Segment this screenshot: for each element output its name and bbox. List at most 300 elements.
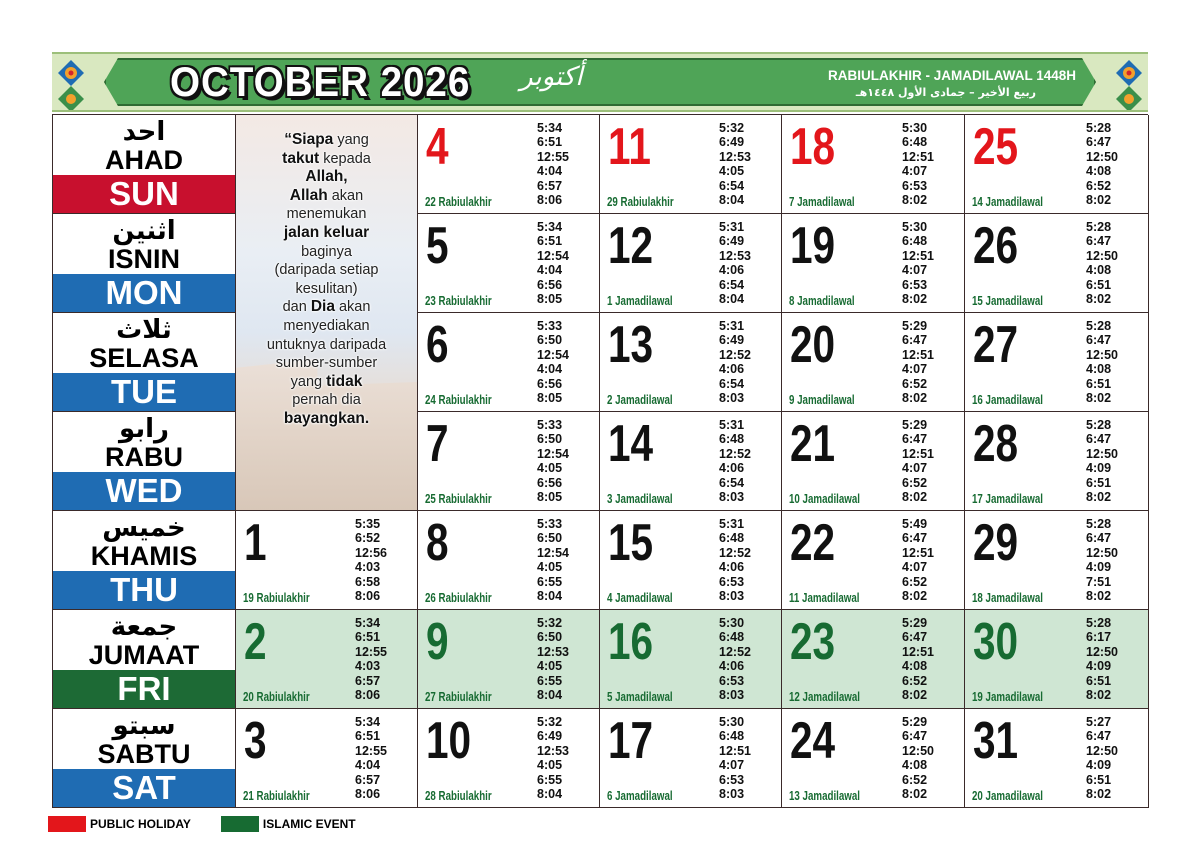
- prayer-times: [719, 121, 751, 207]
- prayer-times: [719, 517, 751, 603]
- hijri-date: 4 Jamadilawal: [607, 591, 673, 605]
- day-cell[interactable]: [965, 313, 1149, 412]
- prayer-time: 8:02: [902, 589, 928, 604]
- prayer-time: 8:06: [537, 193, 563, 208]
- prayer-time: 5:30: [719, 715, 745, 729]
- prayer-time: 4:06: [719, 263, 745, 278]
- prayer-time: 6:49: [537, 729, 563, 744]
- prayer-time: 4:05: [537, 758, 563, 773]
- day-number: 28: [973, 415, 1019, 473]
- hijri-date: 25 Rabiulakhir: [425, 492, 492, 506]
- prayer-time: 12:50: [1086, 248, 1118, 263]
- prayer-time: 4:08: [902, 659, 928, 674]
- prayer-time: 4:05: [719, 164, 745, 179]
- prayer-time: 4:09: [1086, 659, 1112, 674]
- prayer-time: 6:56: [537, 376, 563, 391]
- prayer-time: 6:57: [355, 673, 381, 688]
- quote-fragment: menyediakan: [283, 317, 370, 334]
- weekday-english: TUE: [53, 373, 235, 411]
- quote-fragment: dan: [282, 299, 311, 316]
- prayer-time: 8:02: [1086, 292, 1112, 307]
- day-number: 27: [973, 316, 1019, 374]
- prayer-time: 5:32: [537, 616, 563, 630]
- prayer-time: 4:07: [902, 164, 928, 179]
- quote-fragment: menemukan: [286, 206, 367, 223]
- prayer-time: 12:51: [902, 545, 934, 560]
- prayer-time: 6:47: [1086, 234, 1112, 249]
- calendar-header: [52, 52, 1148, 112]
- calendar-grid: [52, 114, 1148, 808]
- quote-fragment: baginya: [301, 243, 352, 260]
- day-cell[interactable]: [965, 214, 1149, 313]
- quote-fragment: pernah dia: [292, 392, 361, 409]
- quote-fragment: tidak: [326, 372, 363, 390]
- hijri-date: 28 Rabiulakhir: [425, 789, 492, 803]
- prayer-times: [537, 121, 569, 207]
- prayer-time: 6:55: [537, 673, 563, 688]
- prayer-times: [902, 616, 934, 702]
- prayer-time: 8:06: [355, 688, 381, 703]
- prayer-time: 4:04: [537, 263, 563, 278]
- weekday-arabic: سبتو: [112, 711, 176, 741]
- weekday-label-sun: [53, 115, 236, 214]
- prayer-time: 6:48: [902, 135, 928, 150]
- prayer-times: [719, 715, 751, 801]
- prayer-time: 8:03: [719, 688, 745, 703]
- weekday-arabic: خميس: [102, 513, 186, 543]
- prayer-time: 4:05: [537, 659, 563, 674]
- weekday-english: WED: [53, 472, 235, 510]
- day-number: 11: [608, 118, 651, 176]
- prayer-time: 6:51: [1086, 772, 1112, 787]
- prayer-time: 6:47: [1086, 531, 1112, 546]
- prayer-times: [537, 715, 569, 801]
- hijri-date: 3 Jamadilawal: [607, 492, 673, 506]
- prayer-time: 8:02: [902, 490, 928, 505]
- prayer-time: 8:04: [719, 292, 745, 307]
- prayer-time: 6:51: [355, 729, 381, 744]
- day-cell[interactable]: [600, 610, 782, 709]
- prayer-time: 5:31: [719, 418, 745, 432]
- prayer-time: 12:53: [719, 149, 751, 164]
- hijri-date: 19 Rabiulakhir: [243, 591, 310, 605]
- day-number: 10: [426, 712, 472, 770]
- prayer-time: 5:29: [902, 418, 928, 432]
- hijri-date: 29 Rabiulakhir: [607, 195, 674, 209]
- day-cell[interactable]: [418, 610, 600, 709]
- prayer-time: 5:28: [1086, 220, 1112, 234]
- prayer-time: 5:27: [1086, 715, 1112, 729]
- prayer-time: 5:28: [1086, 616, 1112, 630]
- hijri-date: 23 Rabiulakhir: [425, 294, 492, 308]
- quote-fragment: Dia: [310, 298, 335, 316]
- prayer-time: 12:50: [1086, 149, 1118, 164]
- prayer-time: 4:06: [719, 659, 745, 674]
- prayer-time: 12:50: [1086, 446, 1118, 461]
- prayer-time: 12:53: [537, 644, 569, 659]
- prayer-time: 8:02: [1086, 688, 1112, 703]
- weekday-label-wed: [53, 412, 236, 511]
- prayer-times: [1086, 616, 1118, 702]
- prayer-time: 5:28: [1086, 319, 1112, 333]
- prayer-time: 5:33: [537, 517, 563, 531]
- prayer-time: 5:30: [902, 121, 928, 135]
- prayer-time: 6:52: [902, 475, 928, 490]
- quote-fragment: sumber-sumber: [275, 355, 378, 372]
- day-cell[interactable]: [600, 214, 782, 313]
- prayer-time: 8:04: [537, 787, 563, 802]
- prayer-time: 6:52: [902, 673, 928, 688]
- day-cell[interactable]: [782, 610, 965, 709]
- prayer-time: 12:51: [719, 743, 751, 758]
- prayer-time: 6:50: [537, 531, 563, 546]
- prayer-time: 8:02: [1086, 193, 1112, 208]
- prayer-time: 8:02: [902, 292, 928, 307]
- weekday-label-thu: [53, 511, 236, 610]
- hijri-date: 14 Jamadilawal: [972, 195, 1044, 209]
- quote-fragment: Allah: [289, 186, 328, 204]
- day-number: 4: [426, 118, 449, 176]
- prayer-times: [1086, 418, 1118, 504]
- prayer-time: 8:04: [719, 193, 745, 208]
- day-cell[interactable]: [418, 709, 600, 808]
- prayer-time: 12:52: [719, 446, 751, 461]
- day-cell[interactable]: [236, 511, 418, 610]
- day-number: 6: [426, 316, 449, 374]
- weekday-malay: SELASA: [89, 343, 199, 373]
- day-cell[interactable]: [418, 115, 600, 214]
- prayer-time: 4:07: [902, 362, 928, 377]
- prayer-time: 5:35: [355, 517, 381, 531]
- prayer-time: 6:53: [719, 673, 745, 688]
- day-cell[interactable]: [965, 709, 1149, 808]
- prayer-time: 6:51: [537, 234, 563, 249]
- prayer-time: 12:55: [537, 149, 569, 164]
- prayer-times: [902, 319, 934, 405]
- day-cell[interactable]: [965, 115, 1149, 214]
- prayer-time: 6:50: [537, 630, 563, 645]
- day-cell[interactable]: [236, 610, 418, 709]
- prayer-time: 4:07: [902, 461, 928, 476]
- day-cell[interactable]: [418, 511, 600, 610]
- prayer-time: 6:47: [1086, 333, 1112, 348]
- day-cell[interactable]: [600, 511, 782, 610]
- prayer-time: 5:28: [1086, 418, 1112, 432]
- prayer-times: [719, 616, 751, 702]
- prayer-time: 5:28: [1086, 517, 1112, 531]
- hijri-date: 21 Rabiulakhir: [243, 789, 310, 803]
- hijri-months-arabic: ربيع الأخير – جمادى الأول ١٤٤٨هـ: [855, 86, 1036, 99]
- prayer-time: 6:54: [719, 178, 745, 193]
- day-cell[interactable]: [782, 313, 965, 412]
- prayer-time: 4:05: [537, 461, 563, 476]
- prayer-time: 8:04: [537, 688, 563, 703]
- prayer-time: 5:49: [902, 517, 928, 531]
- prayer-time: 5:29: [902, 319, 928, 333]
- hijri-date: 20 Rabiulakhir: [243, 690, 310, 704]
- prayer-time: 12:50: [1086, 644, 1118, 659]
- day-cell[interactable]: [418, 412, 600, 511]
- prayer-times: [537, 319, 569, 405]
- prayer-time: 6:47: [902, 630, 928, 645]
- prayer-time: 12:54: [537, 248, 569, 263]
- prayer-time: 8:06: [355, 589, 381, 604]
- prayer-time: 4:06: [719, 362, 745, 377]
- prayer-time: 4:08: [1086, 362, 1112, 377]
- prayer-time: 4:07: [902, 560, 928, 575]
- prayer-time: 6:56: [537, 475, 563, 490]
- day-number: 15: [608, 514, 654, 572]
- prayer-time: 5:31: [719, 220, 745, 234]
- day-number: 7: [426, 415, 449, 473]
- prayer-time: 8:03: [719, 391, 745, 406]
- prayer-time: 6:51: [1086, 376, 1112, 391]
- day-cell[interactable]: [965, 511, 1149, 610]
- prayer-time: 5:31: [719, 517, 745, 531]
- prayer-time: 4:08: [1086, 263, 1112, 278]
- hijri-months-latin: RABIULAKHIR - JAMADILAWAL 1448H: [827, 68, 1076, 83]
- prayer-time: 6:51: [537, 135, 563, 150]
- prayer-time: 8:02: [902, 688, 928, 703]
- prayer-time: 4:09: [1086, 758, 1112, 773]
- prayer-time: 12:52: [719, 644, 751, 659]
- weekday-label-tue: [53, 313, 236, 412]
- prayer-time: 5:33: [537, 418, 563, 432]
- prayer-times: [1086, 319, 1118, 405]
- weekday-malay: SABTU: [97, 739, 191, 769]
- day-cell[interactable]: [600, 313, 782, 412]
- prayer-time: 8:02: [1086, 787, 1112, 802]
- prayer-time: 6:52: [902, 376, 928, 391]
- weekday-arabic: رابو: [119, 414, 169, 444]
- hijri-date: 11 Jamadilawal: [789, 591, 860, 605]
- weekday-english: FRI: [53, 670, 235, 708]
- day-cell[interactable]: [782, 214, 965, 313]
- prayer-times: [902, 517, 934, 603]
- prayer-time: 6:57: [537, 178, 563, 193]
- prayer-times: [902, 418, 934, 504]
- ornament-icon: [54, 56, 88, 110]
- prayer-time: 6:51: [1086, 673, 1112, 688]
- prayer-time: 8:02: [902, 391, 928, 406]
- legend-public-holiday: PUBLIC HOLIDAY: [90, 817, 191, 831]
- legend-islamic-event: ISLAMIC EVENT: [262, 817, 356, 831]
- hijri-date: 7 Jamadilawal: [789, 195, 855, 209]
- hijri-date: 1 Jamadilawal: [607, 294, 673, 308]
- prayer-time: 6:55: [537, 772, 563, 787]
- islamic-event-swatch: [221, 816, 259, 832]
- weekday-english: SAT: [53, 769, 235, 807]
- weekday-label-sat: [53, 709, 236, 808]
- hijri-date: 13 Jamadilawal: [789, 789, 861, 803]
- hijri-date: 2 Jamadilawal: [607, 393, 673, 407]
- day-cell[interactable]: [965, 610, 1149, 709]
- weekday-malay: RABU: [105, 442, 183, 472]
- quote-fragment: “Siapa: [284, 131, 334, 148]
- prayer-time: 6:57: [355, 772, 381, 787]
- day-cell[interactable]: [782, 511, 965, 610]
- weekday-label-mon: [53, 214, 236, 313]
- prayer-time: 5:34: [537, 220, 563, 234]
- quote-fragment: akan: [334, 299, 371, 316]
- weekday-arabic: جمعة: [110, 612, 178, 642]
- prayer-time: 8:04: [537, 589, 563, 604]
- prayer-times: [1086, 121, 1118, 207]
- prayer-time: 6:54: [719, 475, 745, 490]
- day-number: 18: [790, 118, 836, 176]
- day-number: 30: [973, 613, 1019, 671]
- day-number: 12: [608, 217, 654, 275]
- prayer-time: 4:09: [1086, 461, 1112, 476]
- prayer-time: 8:03: [719, 589, 745, 604]
- public-holiday-swatch: [48, 816, 86, 832]
- prayer-time: 6:47: [902, 432, 928, 447]
- prayer-time: 5:32: [537, 715, 563, 729]
- day-number: 24: [790, 712, 836, 770]
- day-cell[interactable]: [600, 412, 782, 511]
- prayer-time: 8:03: [719, 787, 745, 802]
- ornament-icon: [1112, 56, 1146, 110]
- day-cell[interactable]: [782, 412, 965, 511]
- hijri-date: 18 Jamadilawal: [972, 591, 1044, 605]
- hijri-date: 22 Rabiulakhir: [425, 195, 492, 209]
- prayer-time: 12:54: [537, 545, 569, 560]
- hijri-date: 8 Jamadilawal: [789, 294, 855, 308]
- prayer-time: 4:05: [537, 560, 563, 575]
- prayer-time: 5:28: [1086, 121, 1112, 135]
- prayer-time: 5:29: [902, 616, 928, 630]
- prayer-time: 8:05: [537, 391, 563, 406]
- prayer-time: 12:55: [355, 644, 387, 659]
- prayer-time: 5:34: [537, 121, 563, 135]
- prayer-time: 12:51: [902, 149, 934, 164]
- quote-fragment: Allah,: [305, 168, 348, 186]
- prayer-time: 12:53: [719, 248, 751, 263]
- weekday-english: THU: [53, 571, 235, 609]
- day-number: 23: [790, 613, 836, 671]
- prayer-time: 12:51: [902, 347, 934, 362]
- prayer-time: 6:54: [719, 376, 745, 391]
- prayer-time: 6:47: [902, 729, 928, 744]
- prayer-time: 6:47: [902, 333, 928, 348]
- hijri-date: 24 Rabiulakhir: [425, 393, 492, 407]
- day-cell[interactable]: [418, 214, 600, 313]
- prayer-time: 12:52: [719, 347, 751, 362]
- prayer-time: 8:02: [902, 787, 928, 802]
- quote-fragment: (daripada setiap: [274, 262, 379, 279]
- prayer-times: [537, 418, 569, 504]
- day-number: 26: [973, 217, 1019, 275]
- prayer-time: 6:53: [719, 574, 745, 589]
- prayer-times: [902, 715, 934, 801]
- prayer-time: 6:48: [902, 234, 928, 249]
- quote-fragment: kesulitan): [295, 280, 358, 297]
- weekday-label-fri: [53, 610, 236, 709]
- legend: [48, 816, 356, 832]
- prayer-time: 6:56: [537, 277, 563, 292]
- day-number: 21: [790, 415, 836, 473]
- prayer-time: 4:07: [719, 758, 745, 773]
- prayer-times: [719, 319, 751, 405]
- quote-fragment: jalan keluar: [283, 223, 370, 241]
- day-number: 1: [244, 514, 267, 572]
- day-number: 19: [790, 217, 836, 275]
- quote-fragment: untuknya daripada: [266, 336, 387, 353]
- prayer-time: 8:02: [1086, 490, 1112, 505]
- prayer-times: [355, 715, 387, 801]
- prayer-time: 12:50: [902, 743, 934, 758]
- prayer-time: 12:52: [719, 545, 751, 560]
- prayer-time: 4:08: [1086, 164, 1112, 179]
- hijri-date: 16 Jamadilawal: [972, 393, 1044, 407]
- hijri-date: 5 Jamadilawal: [607, 690, 673, 704]
- day-number: 25: [973, 118, 1019, 176]
- day-cell[interactable]: [236, 709, 418, 808]
- prayer-time: 6:17: [1086, 630, 1112, 645]
- day-cell[interactable]: [965, 412, 1149, 511]
- prayer-times: [902, 220, 934, 306]
- prayer-time: 6:49: [719, 333, 745, 348]
- prayer-time: 5:31: [719, 319, 745, 333]
- hijri-date: 12 Jamadilawal: [789, 690, 861, 704]
- prayer-time: 6:51: [1086, 277, 1112, 292]
- day-number: 5: [426, 217, 449, 275]
- day-cell[interactable]: [600, 709, 782, 808]
- prayer-time: 6:53: [902, 277, 928, 292]
- weekday-malay: JUMAAT: [88, 640, 200, 670]
- prayer-time: 6:53: [719, 772, 745, 787]
- prayer-time: 6:49: [719, 234, 745, 249]
- prayer-time: 6:54: [719, 277, 745, 292]
- prayer-time: 6:47: [1086, 729, 1112, 744]
- quote-fragment: kepada: [319, 150, 371, 167]
- prayer-times: [719, 418, 751, 504]
- prayer-times: [537, 517, 569, 603]
- day-cell[interactable]: [600, 115, 782, 214]
- prayer-time: 6:53: [902, 178, 928, 193]
- prayer-time: 4:08: [902, 758, 928, 773]
- day-cell[interactable]: [782, 709, 965, 808]
- month-title: OCTOBER 2026: [170, 58, 471, 105]
- weekday-malay: AHAD: [105, 145, 183, 175]
- day-number: 9: [426, 613, 449, 671]
- hijri-date: 26 Rabiulakhir: [425, 591, 492, 605]
- quote-fragment: akan: [327, 187, 364, 204]
- quote-text: [236, 115, 417, 429]
- prayer-time: 6:50: [537, 333, 563, 348]
- prayer-time: 6:47: [1086, 432, 1112, 447]
- weekday-arabic: ثلاث: [116, 315, 172, 345]
- prayer-time: 4:09: [1086, 560, 1112, 575]
- prayer-time: 8:03: [719, 490, 745, 505]
- day-number: 22: [790, 514, 836, 572]
- prayer-time: 4:04: [537, 164, 563, 179]
- day-cell[interactable]: [418, 313, 600, 412]
- prayer-time: 4:03: [355, 659, 381, 674]
- prayer-times: [719, 220, 751, 306]
- weekday-malay: ISNIN: [107, 244, 180, 274]
- day-cell[interactable]: [782, 115, 965, 214]
- hijri-date: 9 Jamadilawal: [789, 393, 855, 407]
- prayer-time: 5:32: [719, 121, 745, 135]
- prayer-time: 6:52: [902, 574, 928, 589]
- prayer-time: 6:51: [1086, 475, 1112, 490]
- prayer-times: [537, 616, 569, 702]
- prayer-time: 4:07: [902, 263, 928, 278]
- prayer-time: 4:06: [719, 461, 745, 476]
- day-number: 14: [608, 415, 654, 473]
- prayer-times: [1086, 517, 1118, 603]
